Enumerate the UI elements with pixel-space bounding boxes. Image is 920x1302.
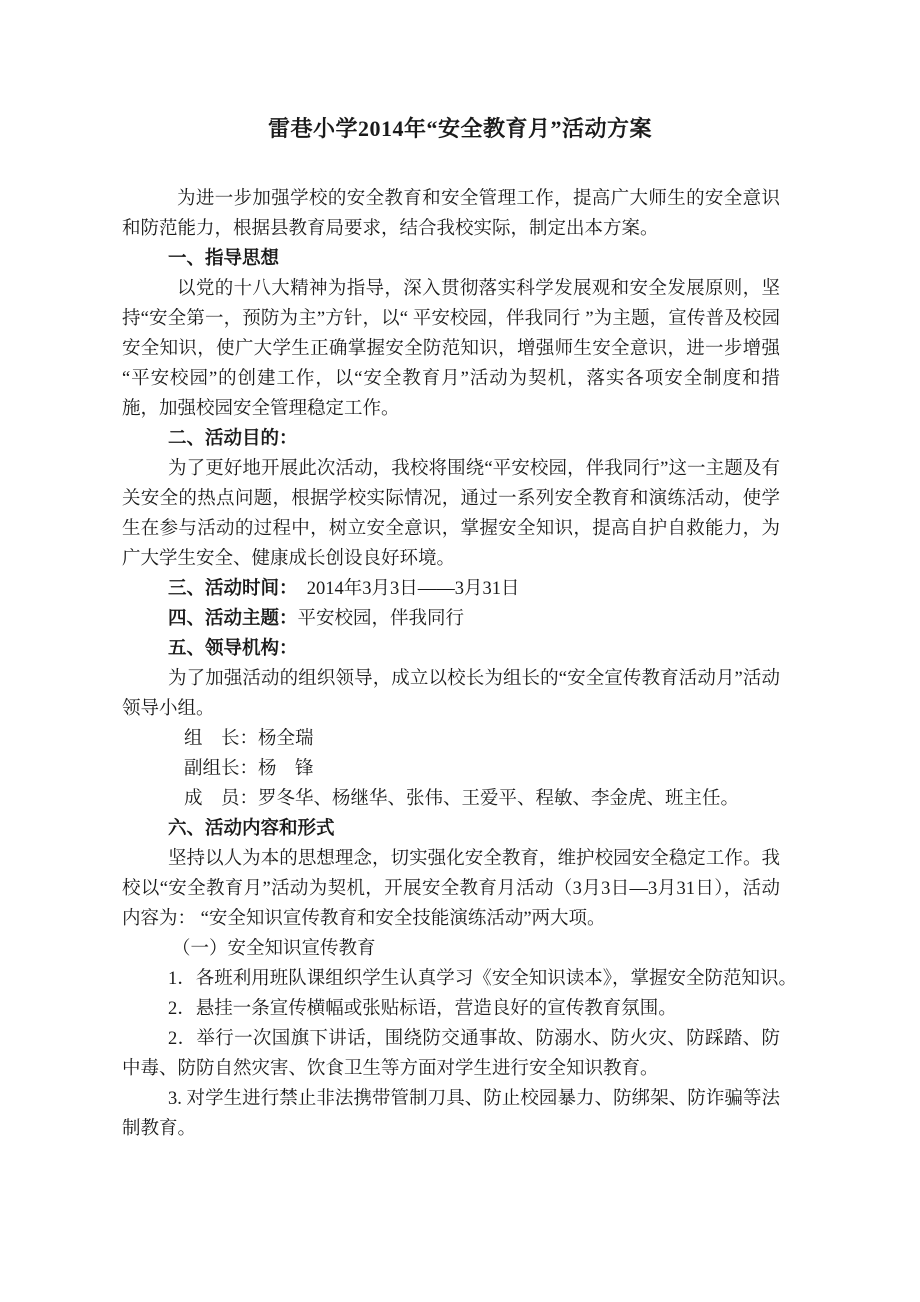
member-line: 组 长：杨全瑞 bbox=[184, 729, 314, 749]
member-line: 副组长：杨 锋 bbox=[184, 759, 314, 779]
paragraph: 为了更好地开展此次活动，我校将围绕“平安校园，伴我同行”这一主题及有关安全的热点问题，根据学校实际情况，通过一系列安全教育和演练活动，使学生在参与活动的过程中，树立安全意识，掌握安全知识，提高自护自救能力，为广大学生安全、健康成长创设良好环境。 bbox=[122, 459, 780, 569]
heading-label: 三、活动时间： bbox=[168, 579, 289, 599]
list-item: 2．举行一次国旗下讲话，围绕防交通事故、防溺水、防火灾、防踩踏、防中毒、防防自然灾害、饮食卫生等方面对学生进行安全知识教育。 bbox=[122, 1029, 780, 1079]
heading-label: 四、活动主题： bbox=[168, 609, 298, 629]
section-heading: 六、活动内容和形式 bbox=[168, 819, 335, 839]
section-heading: 五、领导机构： bbox=[168, 639, 298, 659]
paragraph: 坚持以人为本的思想理念，切实强化安全教育，维护校园安全稳定工作。我校以“安全教育月”活动为契机，开展安全教育月活动（3月3日—3月31日），活动内容为： “安全知识宣传教育和安全技能演练活动”两大项。 bbox=[122, 849, 780, 929]
document-title: 雷巷小学2014年“安全教育月”活动方案 bbox=[267, 116, 652, 141]
section-heading: 一、指导思想 bbox=[168, 249, 280, 269]
document-body bbox=[122, 184, 798, 1144]
section-heading: 二、活动目的： bbox=[168, 429, 298, 449]
list-item: 2．悬挂一条宣传横幅或张贴标语，营造良好的宣传教育氛围。 bbox=[168, 999, 677, 1019]
list-item: 3. 对学生进行禁止非法携带管制刀具、防止校园暴力、防绑架、防诈骗等法制教育。 bbox=[122, 1089, 780, 1139]
paragraph: 以党的十八大精神为指导，深入贯彻落实科学发展观和安全发展原则，坚持“安全第一，预防为主”方针，以“ 平安校园，伴我同行 ”为主题，宣传普及校园安全知识，使广大学生正确掌握安全防范知识，增强师生安全意识，进一步增强 “平安校园”的创建工作，以“安全教育月”活动为契机，落实各项安全制度和措施，加强校园安全管理稳定工作。 bbox=[122, 279, 780, 419]
subsection-heading: （一）安全知识宣传教育 bbox=[172, 939, 376, 959]
paragraph: 为进一步加强学校的安全教育和安全管理工作，提高广大师生的安全意识和防范能力，根据县教育局要求，结合我校实际，制定出本方案。 bbox=[122, 189, 780, 239]
member-line: 成 员：罗冬华、杨继华、张伟、王爱平、程敏、李金虎、班主任。 bbox=[184, 789, 740, 809]
paragraph: 为了加强活动的组织领导，成立以校长为组长的“安全宣传教育活动月”活动领导小组。 bbox=[122, 669, 780, 719]
section-heading-line: 三、活动时间： 2014年3月3日——3月31日 bbox=[168, 579, 520, 599]
list-item: 1．各班利用班队课组织学生认真学习《安全知识读本》，掌握安全防范知识。 bbox=[168, 969, 798, 989]
section-heading-line: 四、活动主题：平安校园，伴我同行 bbox=[168, 609, 465, 629]
